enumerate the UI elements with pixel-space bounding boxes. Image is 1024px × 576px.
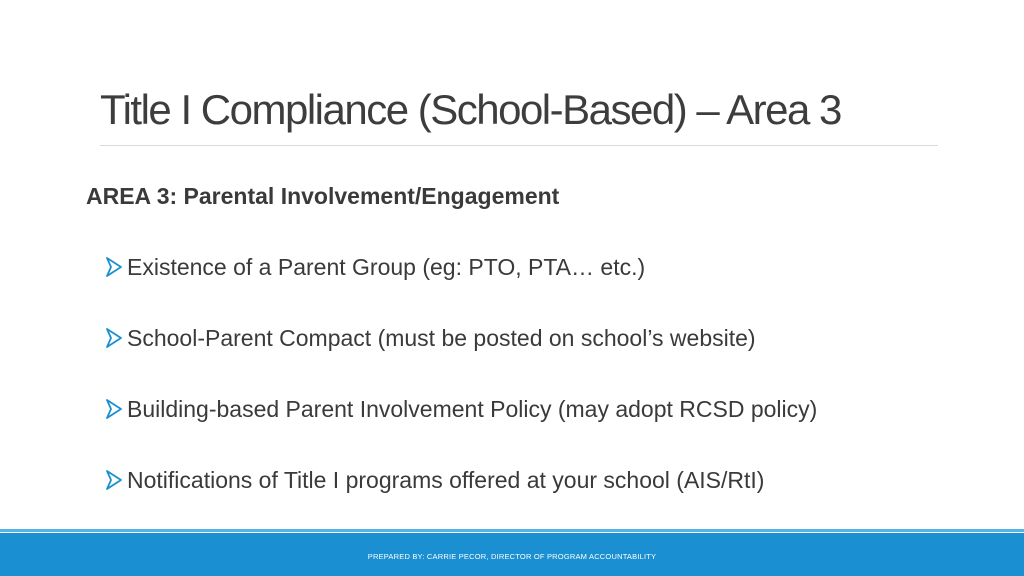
- list-item: [104, 321, 817, 355]
- arrow-right-icon: [104, 398, 124, 420]
- list-item: [104, 463, 817, 497]
- area-subheading: AREA 3: Parental Involvement/Engagement: [86, 183, 560, 209]
- bullet-list: [104, 250, 817, 534]
- footer-accent-line: [0, 529, 1024, 532]
- arrow-right-icon: [104, 327, 124, 349]
- list-item: [104, 250, 817, 284]
- bullet-text: School-Parent Compact (must be posted on school’s website): [127, 324, 756, 351]
- arrow-right-icon: [104, 256, 124, 278]
- title-divider: [100, 145, 938, 146]
- arrow-right-icon: [104, 469, 124, 491]
- footer-credit: PREPARED BY: CARRIE PECOR, DIRECTOR OF PROGRAM ACCOUNTABILITY: [367, 552, 657, 561]
- list-item: [104, 392, 817, 426]
- bullet-text: Notifications of Title I programs offered at your school (AIS/RtI): [127, 466, 765, 493]
- bullet-text: Building-based Parent Involvement Policy (may adopt RCSD policy): [127, 395, 818, 422]
- bullet-text: Existence of a Parent Group (eg: PTO, PTA… etc.): [127, 253, 646, 280]
- slide-title: Title I Compliance (School-Based) – Area 3: [100, 86, 841, 133]
